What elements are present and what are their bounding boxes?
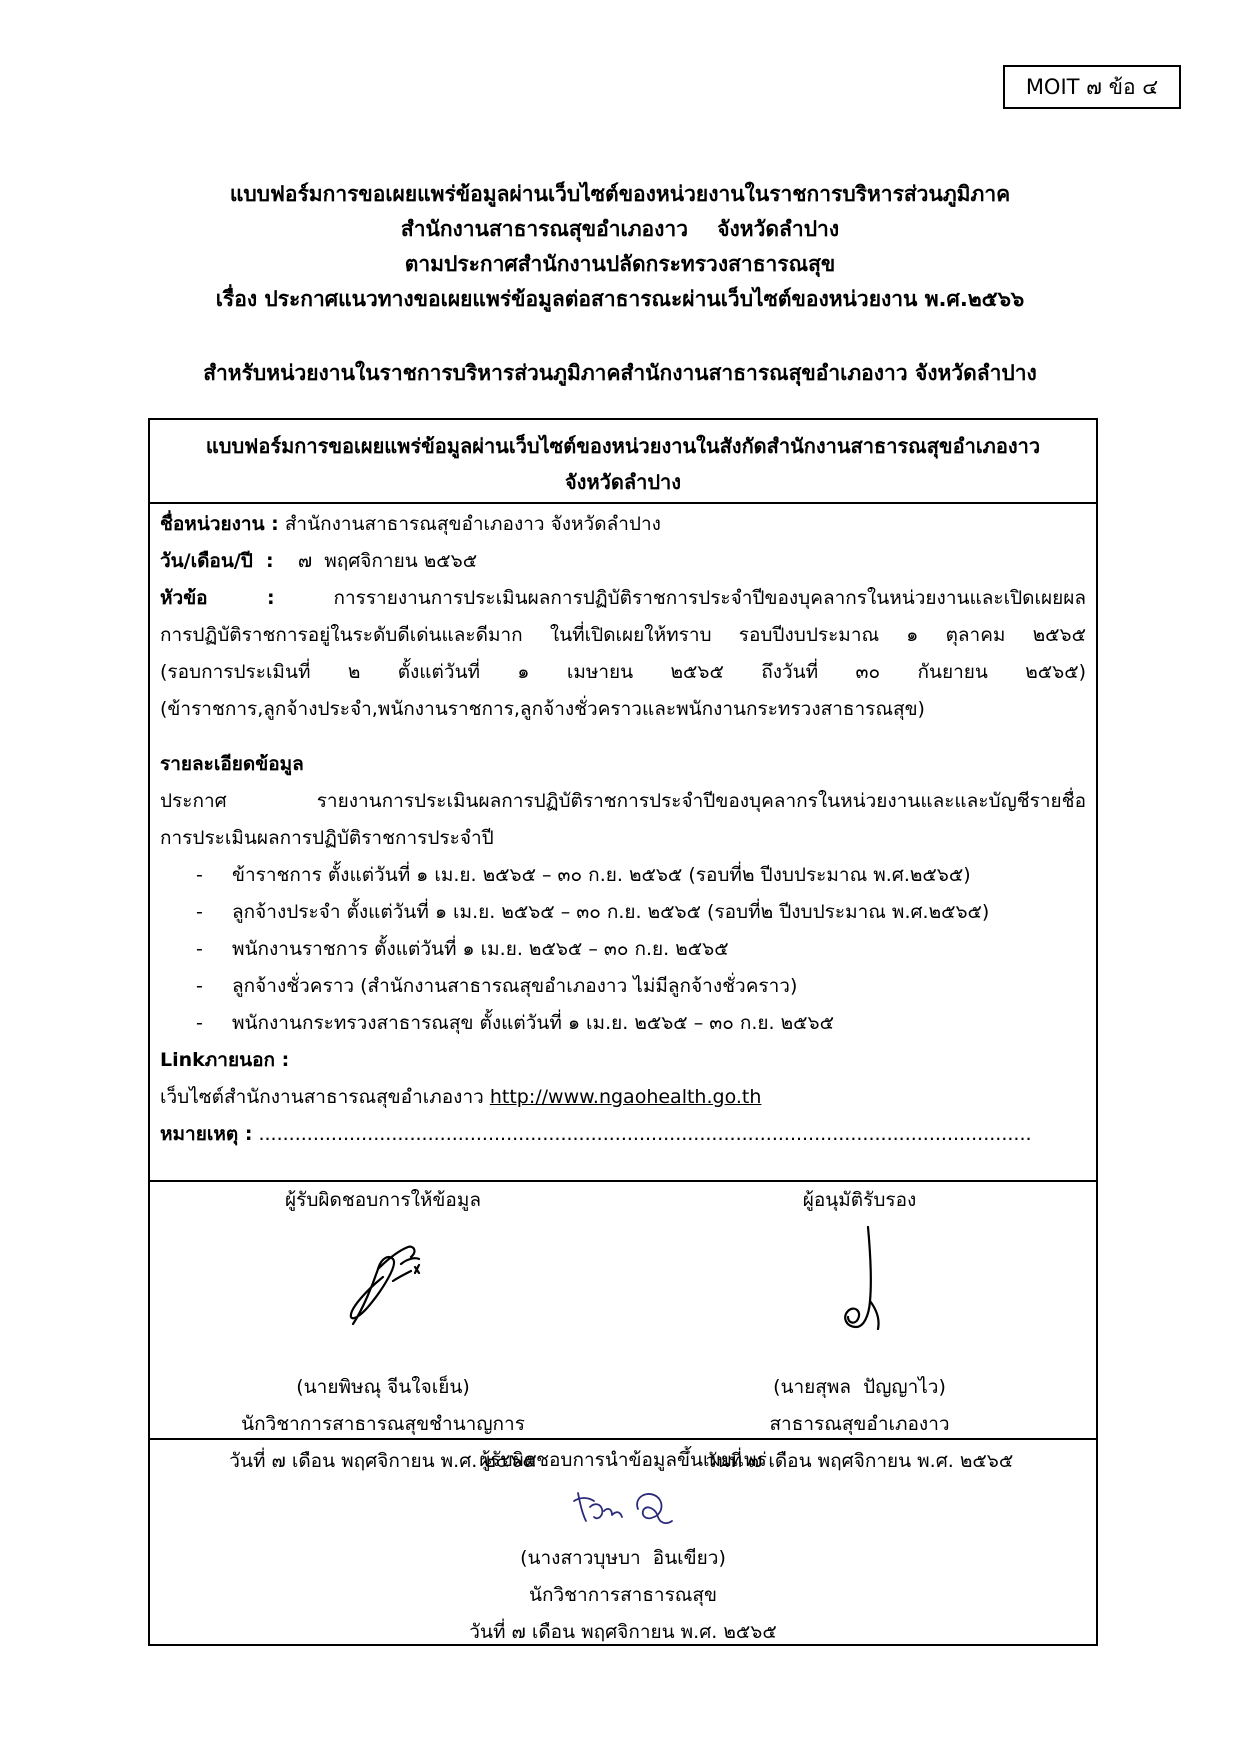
signature-date: วันที่ ๗ เดือน พฤศจิกายน พ.ศ. ๒๕๖๕ xyxy=(229,1450,537,1472)
website-link[interactable]: http://www.ngaohealth.go.th xyxy=(489,1086,762,1108)
date-value: ๗ พฤศจิกายน ๒๕๖๕ xyxy=(273,550,478,572)
unit-label: ชื่อหน่วยงาน : xyxy=(160,513,279,535)
note-dots: ................................................................................................................................ xyxy=(252,1123,1032,1145)
signer-name: (นายสุพล ปัญญาไว) xyxy=(773,1376,946,1398)
topic-label: หัวข้อ : xyxy=(160,587,275,609)
list-item: - ลูกจ้างชั่วคราว (สำนักงานสาธารณสุขอำเภองาว ไม่มีลูกจ้างชั่วคราว) xyxy=(196,975,798,997)
list-item: - ลูกจ้างประจำ ตั้งแต่วันที่ ๑ เม.ย. ๒๕๖๕ – ๓๐ ก.ย. ๒๕๖๕ (รอบที่๒ ปีงบประมาณ พ.ศ.๒๕๖๕) xyxy=(196,901,990,923)
signer-position: สาธารณสุขอำเภองาว xyxy=(769,1413,950,1435)
form-title xyxy=(150,428,1096,500)
date-row xyxy=(160,543,1086,580)
topic-line-2: การปฏิบัติราชการอยู่ในระดับดีเด่นและดีมาก ในที่เปิดเผยให้ทราบ รอบปีงบประมาณ ๑ ตุลาคม ๒๕๖๕ xyxy=(160,624,1086,646)
header-line-3: ตามประกาศสำนักงานปลัดกระทรวงสาธารณสุข xyxy=(404,252,836,276)
handwritten-signature xyxy=(323,1229,443,1349)
topic-row xyxy=(160,580,1086,617)
signature-date: วันที่ ๗ เดือน พฤศจิกายน พ.ศ. ๒๕๖๕ xyxy=(705,1450,1014,1472)
note-row xyxy=(160,1116,1086,1153)
external-link-row xyxy=(160,1079,1086,1116)
signer-role: ผู้อนุมัติรับรอง xyxy=(802,1189,917,1211)
signature-block-responsible xyxy=(148,1182,618,1480)
signer-name: (นายพิษณุ จีนใจเย็น) xyxy=(296,1376,470,1398)
detail-line-2: การประเมินผลการปฏิบัติราชการประจำปี xyxy=(160,827,494,849)
list-item: - ข้าราชการ ตั้งแต่วันที่ ๑ เม.ย. ๒๕๖๕ – ๓๐ ก.ย. ๒๕๖๕ (รอบที่๒ ปีงบประมาณ พ.ศ.๒๕๖๕) xyxy=(196,864,971,886)
divider xyxy=(150,502,1096,504)
unit-value: สำนักงานสาธารณสุขอำเภองาว จังหวัดลำปาง xyxy=(278,513,661,535)
topic-line-4: (ข้าราชการ,ลูกจ้างประจำ,พนักงานราชการ,ลูกจ้างชั่วคราวและพนักงานกระทรวงสาธารณสุข) xyxy=(160,698,925,720)
topic-line-1: การรายงานการประเมินผลการปฏิบัติราชการประจำปีของบุคลากรในหน่วยงานและเปิดเผยผล xyxy=(274,587,1087,609)
date-label: วัน/เดือน/ปี : xyxy=(160,550,274,572)
detail-heading: รายละเอียดข้อมูล xyxy=(160,753,304,775)
signer-position: นักวิชาการสาธารณสุข xyxy=(528,1584,718,1606)
staff-list xyxy=(160,857,1086,1042)
external-link-label: Linkภายนอก : xyxy=(160,1049,290,1071)
list-item: - พนักงานกระทรวงสาธารณสุข ตั้งแต่วันที่ ๑ เม.ย. ๒๕๖๕ – ๓๐ ก.ย. ๒๕๖๕ xyxy=(196,1012,834,1034)
external-link-text: เว็บไซต์สำนักงานสาธารณสุขอำเภองาว xyxy=(160,1086,490,1108)
signer-role: ผู้รับผิดชอบการให้ข้อมูล xyxy=(285,1189,481,1211)
header-line-4: เรื่อง ประกาศแนวทางขอเผยแพร่ข้อมูลต่อสาธารณะผ่านเว็บไซต์ของหน่วยงาน พ.ศ.๒๕๖๖ xyxy=(215,287,1025,311)
handwritten-signature xyxy=(568,1481,678,1536)
handwritten-signature xyxy=(820,1219,900,1349)
unit-row xyxy=(160,506,1086,543)
signer-position: นักวิชาการสาธารณสุขชำนาญการ xyxy=(241,1413,525,1435)
header-line-5: สำหรับหน่วยงานในราชการบริหารส่วนภูมิภาคสำนักงานสาธารณสุขอำเภองาว จังหวัดลำปาง xyxy=(203,361,1037,385)
signature-block-approver xyxy=(622,1182,1097,1480)
signer-name: (นางสาวบุษบา อินเขียว) xyxy=(520,1547,726,1569)
detail-line-1: ประกาศ รายงานการประเมินผลการปฏิบัติราชการประจำปีของบุคลากรในหน่วยงานและและบัญชีรายชื่อ xyxy=(160,790,1086,812)
form-title-line-2: จังหวัดลำปาง xyxy=(564,470,682,494)
signature-block-publisher xyxy=(148,1442,1098,1651)
note-label: หมายเหตุ : xyxy=(160,1123,253,1145)
document-header xyxy=(0,177,1240,317)
list-item: - พนักงานราชการ ตั้งแต่วันที่ ๑ เม.ย. ๒๕๖๕ – ๓๐ ก.ย. ๒๕๖๕ xyxy=(196,938,729,960)
signer-role: ผู้รับผิดชอบการนำข้อมูลขึ้นเผยแพร่ xyxy=(479,1449,767,1471)
signature-date: วันที่ ๗ เดือน พฤศจิกายน พ.ศ. ๒๕๖๕ xyxy=(469,1621,777,1643)
document-code-tag: MOIT ๗ ข้อ ๔ xyxy=(1003,65,1181,109)
header-line-1: แบบฟอร์มการขอเผยแพร่ข้อมูลผ่านเว็บไซต์ของหน่วยงานในราชการบริหารส่วนภูมิภาค xyxy=(229,182,1011,206)
header-line-2: สำนักงานสาธารณสุขอำเภองาว จังหวัดลำปาง xyxy=(400,217,840,241)
topic-line-3: (รอบการประเมินที่ ๒ ตั้งแต่วันที่ ๑ เมษายน ๒๕๖๕ ถึงวันที่ ๓๐ กันยายน ๒๕๖๕) xyxy=(160,661,1086,683)
form-title-line-1: แบบฟอร์มการขอเผยแพร่ข้อมูลผ่านเว็บไซต์ของหน่วยงานในสังกัดสำนักงานสาธารณสุขอำเภองาว xyxy=(205,434,1041,458)
form-details xyxy=(160,506,1086,1153)
